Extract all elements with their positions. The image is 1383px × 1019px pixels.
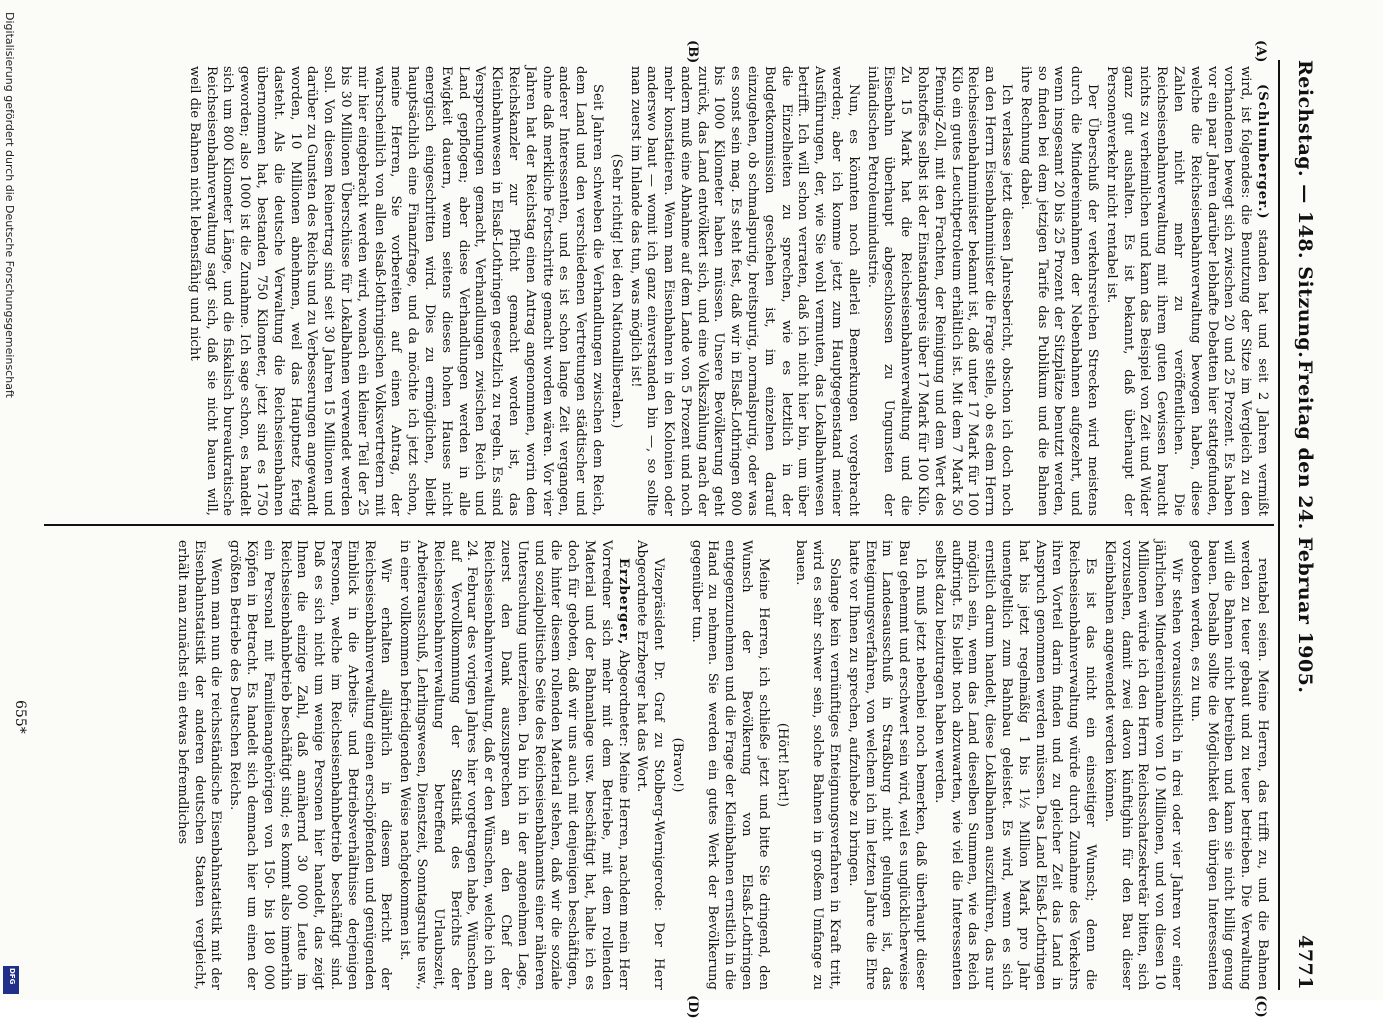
paragraph <box>792 540 842 990</box>
header-left: Reichstag. — 148. Sitzung. <box>1294 60 1316 359</box>
paragraph-text: Abgeordneter: Meine Herren, nachdem mein Herr Vorredner sich mehr mit dem Betriebe, mit dem rollenden Material und der Bahnanlage usw. beschäftigt hat, halte ich es doch für geboten, daß wir uns auch mit denjenigen beschäftigen, die hinter diesem rollenden Material stehen, daß wir die soziale und sozialpolitische Seite des Reichseisenbahnamts einer näheren Untersuchung unterziehen. Da bin ich in der angenehmen Lage, zuerst den Dank auszusprechen an den Chef der Reichseisenbahnverwaltung, daß er den Wünschen, welche ich am 24. Februar des vorigen Jahres hier vorgetragen habe, Wünschen auf Vervollkommnung der Statistik des Berichts der Reichseisenbahnverwaltung betreffend Urlaubszeit, Arbeiterausschuß, Lehrlingswesen, Dienstzeit, Sonntagsruhe usw., in einer vollkommen befriedigenden Weise nachgekommen ist. <box>397 540 631 990</box>
paragraph <box>633 540 667 990</box>
paragraph <box>930 540 1098 990</box>
paragraph-text: Solange kein vernünftiges Enteignungsverfahren in Kraft tritt, wird es sehr schwer sein, solche Bahnen in großem Umfange zu bauen. <box>793 540 843 990</box>
paragraph-text: standen hat und seit 2 Jahren vermißt wird, ist folgendes: die Benutzung der Sitze im Vergleich zu den vorhandenen bewegt sich zwischen 20 und 25 Prozent. Es haben vor ein paar Jahren darüber lebhafte Debatten hier stattgefunden, welche die Reichseisenbahnverwaltung bewogen haben, diese Zahlen nicht mehr zu veröffentlichen. Die Reichseisenbahnverwaltung mit ihrem guten Gewissen braucht nichts zu verheimlichen und kann das Beispiel von Zeit und Wider ganz gut aushalten. Es ist bekannt, daß überhaupt der Personenverkehr nicht rentabel ist. <box>1103 66 1270 516</box>
speaker-name: Erzberger, <box>615 558 631 646</box>
page-header <box>1286 60 1322 990</box>
paragraph <box>395 540 630 990</box>
paragraph-text: Wir stehen voraussichtlich in drei oder vier Jahren vor einer jährlichen Mindereinnahme von 10 Millionen, und von diesen 10 Millionen würde ich den Herrn Reichsschatzsekretär bitten, sich vorzusehen, damit zwei davon künftighin für den Bau dieser Kleinbahnen angewendet werden können. <box>1101 540 1185 990</box>
paragraph-text: Seit Jahren schweben die Verhandlungen zwischen dem Reich, dem Land und den verschiedenen Vertretungen städtischer und anderer Interessenten, und es ist schon lange Zeit vergangen, ohne daß merkliche Fortschritte gemacht worden wären. Vor vier Jahren hat der Reichstag einen Antrag angenommen, worin dem Reichskanzler zur Pflicht gemacht worden ist, das Kleinbahnwesen in Elsaß-Lothringen gesetzlich zu regeln. Es sind Versprechungen gemacht, Verhandlungen zwischen Reich und Land gepflogen; aber diese Verhandlungen werden in alle Ewigkeit dauern, wenn seitens dieses hohen Hauses nicht energisch eingeschritten wird. Dies zu ermöglichen, bleibt hauptsächlich eine Finanzfrage, und da möchte ich jetzt schon, meine Herren, Sie vorbereiten auf einen Antrag, der wahrscheinlich von allen elsaß-lothringischen Volksvertretern mit mir hier eingebracht werden wird, wonach ein kleiner Teil der 25 bis 30 Millionen Überschüsse für Lokalbahnen verwendet werden soll. Von diesem Reinertrag sind seit 30 Jahren 15 Millionen und darüber zu Gunsten des Reichs und zu Verbesserungen angewandt worden, 10 Millionen abnehmen, weil das Hauptnetz fertig dasteht. Als die deutsche Verwaltung die Reichseisenbahnen übernommen hat, bestanden 750 Kilometer, jetzt sind es 1750 geworden; also 1000 ist die Zunahme. Ich sage schon, es handelt sich um 800 Kilometer Länge, und die fiskalisch bureaukratische Reichseisenbahnverwaltung sagt sich, daß sie nicht bauen will, weil die Bahnen nicht lebensfähig und nicht <box>186 66 605 516</box>
paragraph-text: Nun, es könnten noch allerlei Bemerkungen vorgebracht werden; aber ich komme jetzt zum Hauptgegenstand meiner Ausführungen, der, wie Sie wohl vermuten, das Lokalbahnwesen betrifft. Ich will schon verraten, daß ich nicht hier bin, um über die Einzelheiten zu sprechen, wie es letztlich in der Budgetkommission geschehen ist, im einzelnen darauf einzugehen, ob schmalspurig, breitspurig, normalspurig, oder was es sonst sein mag. Es steht fest, daß wir in Elsaß-Lothringen 800 bis 1000 Kilometer haben müssen. Unsere Bevölkerung geht zurück, das Land entvölkert sich, und eine Volkszählung nach der andern muß eine Abnahme auf dem Lande von 5 Prozent und noch mehr konstatieren. Wenn man Eisenbahnen in den Kolonien oder anderswo baut — womit ich ganz einverstanden bin —, so sollte man zuerst im Inlande das tun, was möglich ist! <box>627 66 861 516</box>
paragraph-text: Ich muß jetzt nebenbei noch bemerken, daß überhaupt dieser Bau gehemmt und erschwert sein wird, weil es unglücklicherweise im Landesausschuß in Straßburg nicht gelungen ist, das Enteignungsverfahren, von welchem ich im letzten Jahre die Ehre hatte vor Ihnen zu sprechen, aufzuhebe zu bringen. <box>845 540 929 990</box>
speaker-name: (Schlumberger.) <box>1255 84 1270 220</box>
paragraph-text: Vizepräsident Dr. Graf zu Stolberg-Wernigerode: Der Herr Abgeordnete Erzberger hat das Wort. <box>634 540 667 990</box>
paragraph <box>1102 66 1270 516</box>
footer-page-ref: 655* <box>12 700 28 734</box>
paragraph <box>863 66 1014 516</box>
paragraph-text: rentabel seien. Meine Herren, das trifft zu, und die Bahnen werden zu teuer gebaut und zu teuer betrieben. Die Verwaltung will die Bahnen nicht betreiben und kann sie nicht billig genug bauen. Deshalb sollte die Möglichkeit den übrigen Interessenten geboten werden, es zu tun. <box>1187 540 1270 990</box>
left-column <box>183 66 1270 516</box>
paragraph-text: Meine Herren, ich schließe jetzt und bitte Sie dringend, den Wunsch der Bevölkerung von Elsaß-Lothringen entgegenzunehmen und die Frage der Kleinbahnen ernstlich in die Hand zu nehmen. Sie werden ein gutes Werk der Bevölkerung gegenüber tun. <box>688 540 771 990</box>
paragraph <box>185 66 605 516</box>
paragraph <box>1100 540 1184 990</box>
paragraph-text: Wenn man nun die reichsständische Eisenbahnstatistik mit der Eisenbahnstatistik der anderen deutschen Staaten vergleicht, erhält man zunächst ein etwas befremdliches <box>174 540 224 990</box>
paragraph <box>173 540 223 990</box>
paragraph <box>1016 66 1100 516</box>
paragraph-text: Wir erhalten alljährlich in diesem Bericht der Reichseisenbahnverwaltung einen erschöpfenden und genügenden Einblick in die Arbeits- und Betriebsverhältnisse derjenigen Personen, welche im Reichseisenbahnbetrieb beschäftigt sind. Daß es sich nicht um wenige Personen hier handelt, das zeigt Ihnen die einzige Zahl, daß annähernd 30 000 Leute im Reichseisenbahnbetrieb beschäftigt sind; es kommt also immerhin ein Personal mit Familienangehörigen von 150- bis 180 000 Köpfen in Betracht. Es handelt sich demnach hier um einen der größten Betriebe des Deutschen Reichs. <box>227 540 394 990</box>
column-divider <box>44 524 1274 526</box>
paragraph <box>225 540 393 990</box>
paragraph <box>687 540 771 990</box>
header-date: Freitag den 24. Februar 1905. <box>1294 360 1316 694</box>
paragraph <box>1186 540 1270 990</box>
paragraph-text: Der Überschuß der verkehrsreichen Strecken wird meistens durch die Mindereinnahmen der Nebenbahnen aufgezehrt, und wenn insgesamt 20 bis 25 Prozent der Sitzplätze benutzt werden, so finden bei dem jetzigen Tarife das Publikum und die Bahnen ihre Rechnung dabei. <box>1017 66 1101 516</box>
interjection: (Hört! hört!) <box>774 722 790 808</box>
credit-text: Digitalisierung gefördert durch die Deutsche Forschungsgemeinschaft <box>3 12 16 398</box>
margin-marker-a: (A) <box>1253 40 1268 63</box>
right-column <box>171 540 1270 990</box>
interjection: (Bravo!) <box>669 737 685 793</box>
interjection: (Sehr richtig! bei den Nationalliberalen.) <box>608 153 624 429</box>
dfg-logo-text: DFG <box>8 968 16 985</box>
paragraph <box>844 540 928 990</box>
header-rule <box>1278 60 1280 990</box>
paragraph <box>626 66 861 516</box>
margin-marker-d: (D) <box>685 995 700 1019</box>
margin-marker-c: (C) <box>1253 995 1268 1018</box>
header-page-number: 4771 <box>1294 935 1316 990</box>
paragraph-text: Ich verlasse jetzt diesen Jahresbericht, obschon ich doch noch an den Herrn Eisenbahnminister die Frage stelle, ob es dem Herrn Reichseisenbahnminister bekannt ist, daß unter 17 Mark für 100 Kilo ein gutes Leuchtpetroleum erhältlich ist. Mit dem 7 Mark 50 Pfennig-Zoll, mit den Frachten, der Reinigung und dem Wert des Rohstoffes selbst ist der Einstandspreis über 17 Mark für 100 Kilo. Zu 15 Mark hat die Reichseisenbahnverwaltung und die Eisenbahn überhaupt abgeschlossen zu Ungunsten der inländischen Petroleumindustrie. <box>864 66 1015 516</box>
paragraph-text: Es ist das nicht ein einseitiger Wunsch; denn die Reichseisenbahnverwaltung würde durch Zunahme des Verkehrs ihren Vorteil darin finden und zu gleicher Zeit das Land in Anspruch genommen werden müssen. Das Land Elsaß-Lothringen hat bis jetzt regelmäßig 1 bis 1½ Million Mark pro Jahr unentgeltlich zum Bahnbau geleistet. Es wird, wenn es sich ernstlich darum handelt, diese Lokalbahnen auszuführen, das nur möglich sein, wenn das Land dieselben Summen, wie das Reich aufbringt. Es bleibt noch abzuwarten, wie viel die Interessenten selbst dazu beizutragen haben werden. <box>931 540 1099 990</box>
margin-marker-b: (B) <box>685 40 700 64</box>
